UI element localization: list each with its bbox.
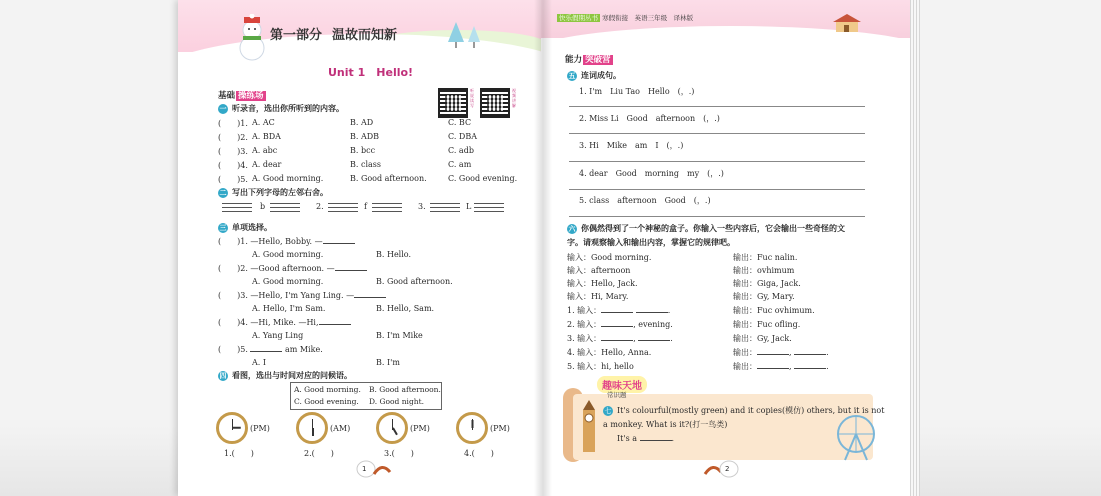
q3-option-a: A. Good morning. bbox=[252, 250, 324, 259]
clock-label: (AM) bbox=[330, 424, 351, 433]
clock-icon bbox=[376, 412, 408, 444]
q3-option-a: A. Yang Ling bbox=[252, 331, 304, 340]
riddle-line-2: a monkey. What is it?(打一鸟类) bbox=[603, 420, 728, 429]
q3-option-b: B. I'm Mike bbox=[376, 331, 423, 340]
q1-option-a: A. BDA bbox=[252, 132, 281, 141]
q6-output: 输出： , . bbox=[733, 362, 829, 371]
q3-option-a: A. Hello, I'm Sam. bbox=[252, 304, 326, 313]
q1-option-c: C. am bbox=[448, 160, 472, 169]
q6-input: 1. 输入： . bbox=[567, 306, 671, 315]
q5-row: 5. class afternoon Good (，.) bbox=[579, 196, 711, 205]
q6-input: 3. 输入： , . bbox=[567, 334, 673, 343]
right-page bbox=[541, 0, 920, 496]
q3-question: ( )1. —Hello, Bobby. — bbox=[218, 236, 355, 247]
q3-question: ( )4. —Hi, Mike. —Hi, bbox=[218, 317, 351, 328]
page-mascot-icon bbox=[354, 460, 394, 478]
q3-option-a: A. I bbox=[252, 358, 267, 367]
q2-letter-l: L bbox=[466, 202, 472, 211]
clock-icon bbox=[216, 412, 248, 444]
q2-item-number: 3. bbox=[418, 202, 426, 211]
riddle-answer: It's a . bbox=[617, 434, 675, 443]
q1-row-number: ( )1. bbox=[218, 119, 248, 128]
q1-option-c: C. DBA bbox=[448, 132, 477, 141]
q6-output: 输出：Gy, Jack. bbox=[733, 334, 792, 343]
q3-option-b: B. I'm bbox=[376, 358, 400, 367]
clock-answer: 4.( ) bbox=[464, 449, 494, 458]
clock-label: (PM) bbox=[490, 424, 510, 433]
q1-option-c: C. BC bbox=[448, 118, 472, 127]
tree-icon bbox=[446, 20, 486, 50]
q1-option-b: B. AD bbox=[350, 118, 374, 127]
answer-blank bbox=[222, 200, 252, 212]
q6-output: 输出：Gy, Mary. bbox=[733, 292, 795, 301]
section-title: 第一部分 温故而知新 bbox=[270, 28, 398, 43]
answer-blank bbox=[372, 200, 402, 212]
q1-option-b: B. class bbox=[350, 160, 381, 169]
choice-b: B. Good afternoon. bbox=[369, 385, 441, 394]
q3-option-a: A. Good morning. bbox=[252, 277, 324, 286]
riddle-line-1: 七 It's colourful(mostly green) and it copies(模仿) others, but it is not bbox=[604, 406, 885, 415]
answer-blank bbox=[430, 200, 460, 212]
question-6-title-line2: 字。请观察输入和输出内容，掌握它的规律吧。 bbox=[567, 238, 735, 247]
q6-output: 输出： , . bbox=[733, 348, 829, 357]
answer-line bbox=[569, 161, 865, 162]
choice-c: C. Good evening. bbox=[294, 397, 359, 406]
q6-input: 2. 输入： , evening. bbox=[567, 320, 673, 329]
section-tag-basic: 基础 操练场 bbox=[218, 91, 264, 101]
q6-output: 输出：ovhimum bbox=[733, 266, 795, 275]
unit-title: Unit 1 Hello! bbox=[328, 66, 414, 79]
snowman-icon bbox=[234, 14, 270, 62]
qr-code-2 bbox=[480, 88, 510, 118]
q3-option-b: B. Hello. bbox=[376, 250, 412, 259]
choice-d: D. Good night. bbox=[369, 397, 424, 406]
question-6-title: 六 你偶然得到了一个神秘的盒子。你输入一些内容后，它会输出一些奇怪的文 bbox=[568, 224, 845, 233]
qr-label-1: 听说读写 bbox=[470, 88, 474, 108]
clock-label: (PM) bbox=[250, 424, 270, 433]
q6-input: 输入：Good morning. bbox=[567, 253, 652, 262]
q1-row-number: ( )3. bbox=[218, 147, 248, 156]
q3-question: ( )3. —Hello, I'm Yang Ling. — bbox=[218, 290, 386, 301]
q1-option-b: B. bcc bbox=[350, 146, 376, 155]
left-page bbox=[178, 0, 541, 496]
page-edges bbox=[910, 0, 920, 496]
open-book bbox=[178, 0, 920, 496]
q2-letter-f: f bbox=[364, 202, 367, 211]
page-number: 1 bbox=[362, 465, 367, 473]
qr-code-1 bbox=[438, 88, 468, 118]
answer-line bbox=[569, 106, 865, 107]
clock-icon bbox=[296, 412, 328, 444]
q6-input: 5. 输入：hi, hello bbox=[567, 362, 634, 371]
q5-row: 2. Miss Li Good afternoon (，.) bbox=[579, 114, 720, 123]
ferris-wheel-icon bbox=[833, 412, 879, 462]
q1-option-c: C. Good evening. bbox=[448, 174, 518, 183]
q5-row: 4. dear Good morning my (，.) bbox=[579, 169, 724, 178]
fun-corner-title: 趣味天地 bbox=[597, 376, 647, 393]
fun-corner-subtitle: 常识题 bbox=[607, 391, 627, 399]
question-5-title: 五 连词成句。 bbox=[568, 71, 621, 80]
clock-answer: 3.( ) bbox=[384, 449, 414, 458]
q6-input: 输入：afternoon bbox=[567, 266, 631, 275]
q3-option-b: B. Hello, Sam. bbox=[376, 304, 435, 313]
q6-input: 4. 输入：Hello, Anna. bbox=[567, 348, 652, 357]
answer-blank bbox=[270, 200, 300, 212]
q1-option-b: B. Good afternoon. bbox=[350, 174, 427, 183]
q5-row: 1. I'm Liu Tao Hello (，.) bbox=[579, 87, 695, 96]
q1-option-b: B. ADB bbox=[350, 132, 380, 141]
question-4-title: 四 看图，选出与时间对应的问候语。 bbox=[219, 371, 352, 380]
question-2-title: 二 写出下列字母的左邻右舍。 bbox=[219, 188, 328, 197]
q6-output: 输出：Fuc ovhimum. bbox=[733, 306, 815, 315]
book-spine bbox=[534, 0, 552, 496]
clock-answer: 1.( ) bbox=[224, 449, 254, 458]
qr-label-2: 视频讲解 bbox=[512, 88, 516, 108]
q1-option-a: A. abc bbox=[252, 146, 278, 155]
section-tag-ability: 能力 突破营 bbox=[565, 55, 611, 65]
big-ben-icon bbox=[577, 400, 601, 452]
q5-row: 3. Hi Mike am I (，.) bbox=[579, 141, 684, 150]
q2-item-number: 2. bbox=[316, 202, 324, 211]
question-1-title: 一 听录音，选出你所听到的内容。 bbox=[219, 104, 344, 113]
q3-question: ( )5. am Mike. bbox=[218, 345, 323, 354]
clock-icon bbox=[456, 412, 488, 444]
clock-answer: 2.( ) bbox=[304, 449, 334, 458]
q6-input: 输入：Hi, Mary. bbox=[567, 292, 629, 301]
answer-blank bbox=[474, 200, 504, 212]
answer-line bbox=[569, 133, 865, 134]
q1-row-number: ( )4. bbox=[218, 161, 248, 170]
page-number: 2 bbox=[725, 465, 730, 473]
q2-letter-b: b bbox=[260, 202, 266, 211]
page-mascot-icon bbox=[701, 460, 741, 478]
answer-blank bbox=[328, 200, 358, 212]
q3-question: ( )2. —Good afternoon. — bbox=[218, 263, 367, 274]
q1-option-a: A. Good morning. bbox=[252, 174, 324, 183]
q6-output: 输出：Giga, Jack. bbox=[733, 279, 801, 288]
q6-output: 输出：Fuc ofling. bbox=[733, 320, 801, 329]
choice-a: A. Good morning. bbox=[294, 385, 361, 394]
q1-row-number: ( )5. bbox=[218, 175, 248, 184]
q1-option-a: A. AC bbox=[252, 118, 275, 127]
q1-option-a: A. dear bbox=[252, 160, 282, 169]
question-3-title: 三 单项选择。 bbox=[219, 223, 272, 232]
running-header: 快乐假期丛书 寒假衔接 英语三年级 译林版 bbox=[559, 14, 694, 22]
house-icon bbox=[833, 14, 861, 32]
q6-output: 输出：Fuc nalin. bbox=[733, 253, 798, 262]
answer-line bbox=[569, 189, 865, 190]
q1-option-c: C. adb bbox=[448, 146, 474, 155]
greeting-choices-box bbox=[290, 382, 442, 410]
q1-row-number: ( )2. bbox=[218, 133, 248, 142]
clock-label: (PM) bbox=[410, 424, 430, 433]
q3-option-b: B. Good afternoon. bbox=[376, 277, 453, 286]
answer-line bbox=[569, 216, 865, 217]
q6-input: 输入：Hello, Jack. bbox=[567, 279, 638, 288]
